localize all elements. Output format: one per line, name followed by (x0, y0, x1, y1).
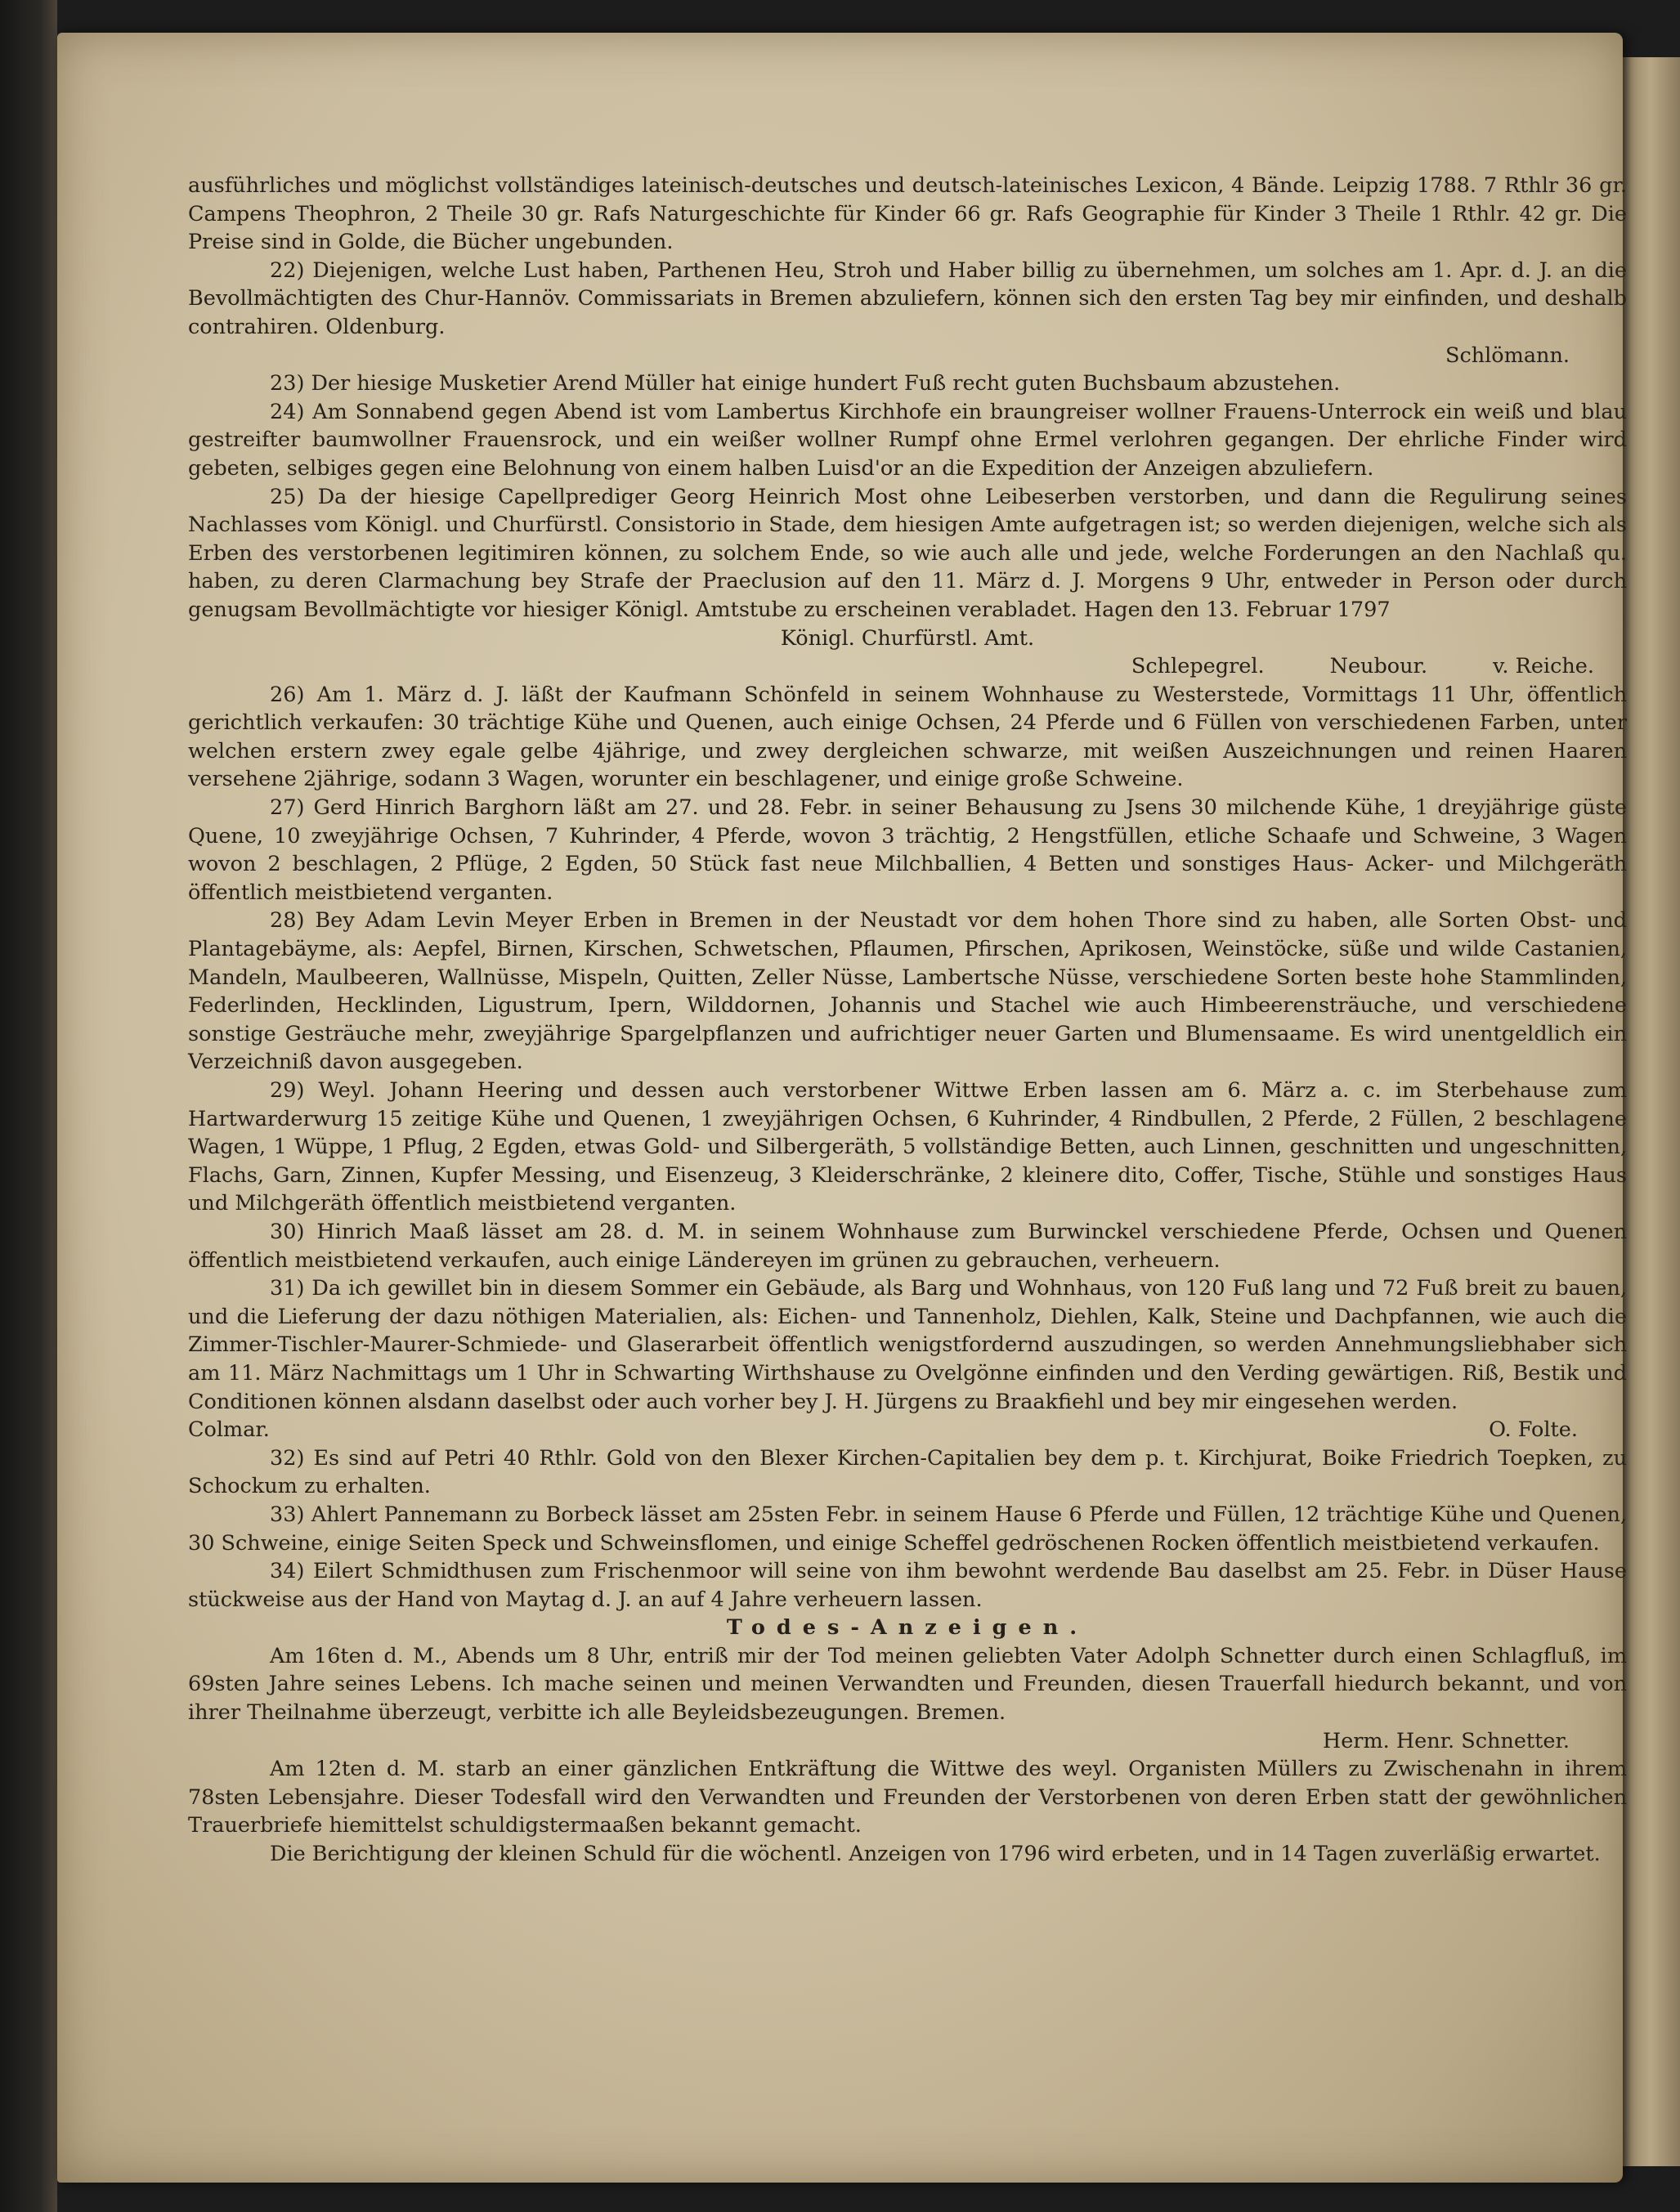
notice-31: 31) Da ich gewillet bin in diesem Sommer ein Gebäude, als Barg und Wohnhaus, von 120 Fuß lang und 72 Fuß breit zu bauen, und die Lieferung der dazu nöthigen Materialien, als: Eichen- und Tannenholz, Diehlen, Kalk, Steine und Dachpfannen, wie auch die Zimmer-Tischler-Maurer-Schmiede- und Glaserarbeit öffentlich wenigstfordernd auszudingen, so werden Annehmungsliebhaber sich am 11. März Nachmittags um 1 Uhr in Schwarting Wirthshause zu Ovelgönne einfinden und den Verding gewärtigen. Riß, Bestik und Conditionen können alsdann daselbst oder auch vorher bey J. H. Jürgens zu Braakfiehl und bey mir eingesehen werden. (188, 1276, 1627, 1414)
death-notices-heading: Todes-Anzeigen. (726, 1615, 1089, 1641)
book-gutter-shadow (0, 0, 57, 2212)
notice-26: 26) Am 1. März d. J. läßt der Kaufmann Schönfeld in seinem Wohnhause zu Westerstede, Vormittags 11 Uhr, öffentlich gerichtlich verkaufen: 30 trächtige Kühe und Quenen, auch einige Ochsen, 24 Pferde und 6 Füllen von verschiedenen Farben, unter welchen erstern zwey egale gelbe 4jährige, und zwey dergleichen schwarze, mit weißen Auszeichnungen und reinen Haaren versehene 2jährige, sodann 3 Wagen, worunter ein beschlagener, und einige große Schweine. (188, 682, 1627, 792)
notice-27: 27) Gerd Hinrich Barghorn läßt am 27. und 28. Febr. in seiner Behausung zu Jsens 30 milchende Kühe, 1 dreyjährige güste Quene, 10 zweyjährige Ochsen, 7 Kuhrinder, 4 Pferde, wovon 3 trächtig, 2 Hengstfüllen, etliche Schaafe und Schweine, 3 Wagen wovon 2 beschlagen, 2 Pflüge, 2 Egden, 50 Stück fast neue Milchballien, 4 Betten und sonstiges Haus- Acker- und Milchgeräth öffentlich meistbietend verganten. (188, 795, 1627, 905)
signature-neubour: Neubour. (1329, 654, 1428, 679)
signature-colmar: Colmar. (188, 1417, 270, 1443)
notice-31-signatures (188, 1416, 1627, 1444)
death-notice-1: Am 16ten d. M., Abends um 8 Uhr, entriß mir der Tod meinen geliebten Vater Adolph Schnetter durch einen Schlagfluß, im 69sten Jahre seines Lebens. Ich mache seinen und meinen Verwandten und Freunden, diesen Trauerfall hiedurch bekannt, und von ihrer Theilnahme überzeugt, verbitte ich alle Beyleidsbezeugungen. Bremen. (188, 1643, 1627, 1726)
notice-30: 30) Hinrich Maaß lässet am 28. d. M. in seinem Wohnhause zum Burwinckel verschiedene Pferde, Ochsen und Quenen öffentlich meistbietend verkaufen, auch einige Ländereyen im grünen zu gebrauchen, verheuern. (188, 1219, 1627, 1273)
page-text (188, 172, 1627, 1869)
signature-schlepegrel: Schlepegrel. (1131, 654, 1265, 679)
death-notice-1-signature: Herm. Henr. Schnetter. (1322, 1728, 1570, 1753)
signature-reiche: v. Reiche. (1493, 654, 1594, 679)
intro-paragraph: ausführliches und möglichst vollständiges lateinisch-deutsches und deutsch-lateinisches Lexicon, 4 Bände. Leipzig 1788. 7 Rthlr 36 gr. Campens Theophron, 2 Theile 30 gr. Rafs Naturgeschichte für Kinder 66 gr. Rafs Geographie für Kinder 3 Theile 1 Rthlr. 42 gr. Die Preise sind in Golde, die Bücher ungebunden. (188, 173, 1627, 255)
notice-32: 32) Es sind auf Petri 40 Rthlr. Gold von den Blexer Kirchen-Capitalien bey dem p. t. Kirchjurat, Boike Friedrich Toepken, zu Schockum zu erhalten. (188, 1445, 1627, 1499)
notice-24: 24) Am Sonnabend gegen Abend ist vom Lambertus Kirchhofe ein braungreiser wollner Frauens-Unterrock ein weiß und blau gestreifter baumwollner Frauensrock, und ein weißer wollner Rumpf ohne Ermel verlohren gegangen. Der ehrliche Finder wird gebeten, selbiges gegen eine Belohnung von einem halben Luisd'or an die Expedition der Anzeigen abzuliefern. (188, 399, 1627, 481)
death-notice-2: Am 12ten d. M. starb an einer gänzlichen Entkräftung die Wittwe des weyl. Organisten Müllers zu Zwischenahn in ihrem 78sten Lebensjahre. Dieser Todesfall wird den Verwandten und Freunden der Verstorbenen von deren Erben statt der gewöhnlichen Trauerbriefe hiemittelst schuldigstermaaßen bekannt gemacht. (188, 1757, 1627, 1838)
notice-33: 33) Ahlert Pannemann zu Borbeck lässet am 25sten Febr. in seinem Hause 6 Pferde und Füllen, 12 trächtige Kühe und Quenen, 30 Schweine, einige Seiten Speck und Schweinsflomen, und einige Scheffel gedröschenen Rocken öffentlich meistbietend verkaufen. (188, 1502, 1627, 1556)
closing-notice: Die Berichtigung der kleinen Schuld für die wöchentl. Anzeigen von 1796 wird erbeten, und in 14 Tagen zuverläßig erwartet. (270, 1842, 1601, 1867)
notice-25-signatures (188, 652, 1627, 681)
notice-23: 23) Der hiesige Musketier Arend Müller hat einige hundert Fuß recht guten Buchsbaum abzustehen. (270, 371, 1341, 396)
notice-25: 25) Da der hiesige Capellprediger Georg Heinrich Most ohne Leibeserben verstorben, und dann die Regulirung seines Nachlasses vom Königl. und Churfürstl. Consistorio in Stade, dem hiesigen Amte aufgetragen ist; so werden diejenigen, welche sich als Erben des verstorbenen legitimiren können, zu solchem Ende, so wie auch alle und jede, welche Forderungen an den Nachlaß qu. haben, zu deren Clarmachung bey Strafe der Praeclusion auf den 11. März d. J. Morgens 9 Uhr, entweder in Person oder durch genugsam Bevollmächtigte vor hiesiger Königl. Amtstube zu erscheinen verabladet. Hagen den 13. Februar 1797 (188, 484, 1627, 622)
notice-22-signature: Schlömann. (1445, 343, 1570, 368)
signature-folte: O. Folte. (1489, 1417, 1578, 1443)
notice-34: 34) Eilert Schmidthusen zum Frischenmoor will seine von ihm bewohnt werdende Bau daselbst am 25. Febr. in Düser Hause stückweise aus der Hand von Maytag d. J. an auf 4 Jahre verheuern lassen. (188, 1559, 1627, 1612)
notice-28: 28) Bey Adam Levin Meyer Erben in Bremen in der Neustadt vor dem hohen Thore sind zu haben, alle Sorten Obst- und Plantagebäyme, als: Aepfel, Birnen, Kirschen, Schwetschen, Pflaumen, Pfirschen, Aprikosen, Weinstöcke, süße und wilde Castanien, Mandeln, Maulbeeren, Wallnüsse, Mispeln, Quitten, Zeller Nüsse, Lambertsche Nüsse, verschiedene Sorten beste hohe Stammlinden, Federlinden, Hecklinden, Ligustrum, Ipern, Wilddornen, Johannis und Stachel wie auch Himbeerensträuche, und verschiedene sonstige Gesträuche mehr, zweyjährige Spargelpflanzen und aufrichtiger neuer Garten und Blumensaame. Es wird unentgeldlich ein Verzeichniß davon ausgegeben. (188, 908, 1627, 1075)
newspaper-page (57, 33, 1627, 2183)
notice-25-authority: Königl. Churfürstl. Amt. (780, 625, 1035, 651)
notice-22: 22) Diejenigen, welche Lust haben, Parthenen Heu, Stroh und Haber billig zu übernehmen, um solches am 1. Apr. d. J. an die Bevollmächtigten des Chur-Hannöv. Commissariats in Bremen abzuliefern, können sich den ersten Tag bey mir einfinden, und deshalb contrahiren. Oldenburg. (188, 257, 1627, 339)
notice-29: 29) Weyl. Johann Heering und dessen auch verstorbener Wittwe Erben lassen am 6. März a. c. im Sterbehause zum Hartwarderwurg 15 zeitige Kühe und Quenen, 1 zweyjährigen Ochsen, 6 Kuhrinder, 4 Rindbullen, 2 Pferde, 2 Füllen, 2 beschlagene Wagen, 1 Wüppe, 1 Pflug, 2 Egden, etwas Gold- und Silbergeräth, 5 vollständige Betten, auch Linnen, geschnitten und ungeschnitten, Flachs, Garn, Zinnen, Kupfer Messing, und Eisenzeug, 3 Kleiderschränke, 2 kleinere dito, Coffer, Tische, Stühle und sonstiges Haus und Milchgeräth öffentlich meistbietend verganten. (188, 1078, 1627, 1216)
